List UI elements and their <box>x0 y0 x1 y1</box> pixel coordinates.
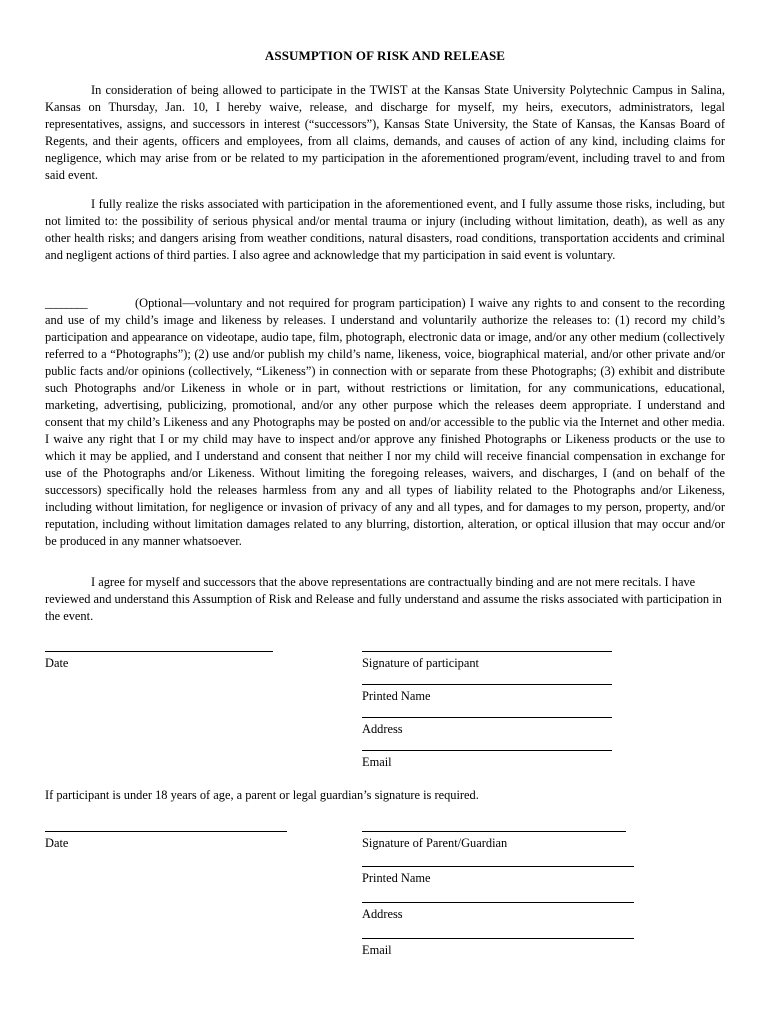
guardian-address-label: Address <box>362 907 403 921</box>
participant-signature-label: Signature of participant <box>362 656 479 670</box>
risk-paragraph: I fully realize the risks associated with participation in the aforementioned event, and I fully assume those risks, including, but not limited to: the possibility of serious physical and/or mental trauma or injury (including without limitation, death), as well as any other health risks; and dangers arising from weather conditions, natural disasters, road conditions, transportation accidents and criminal and negligent actions of third parties. I also agree and acknowledge that my participation in said event is voluntary. <box>45 197 725 262</box>
participant-address-label: Address <box>362 722 403 736</box>
participant-email-label: Email <box>362 755 392 769</box>
guardian-printed-name-label: Printed Name <box>362 871 431 885</box>
participant-address-line[interactable] <box>362 717 612 718</box>
guardian-signature-line[interactable] <box>362 831 626 832</box>
participant-email-line[interactable] <box>362 750 612 751</box>
agreement-paragraph: I agree for myself and successors that the above representations are contractually binding and are not mere recitals. I have reviewed and understand this Assumption of Risk and Release and fully understand and assume the risks associated with participation in the event. <box>45 575 722 623</box>
guardian-signature-label: Signature of Parent/Guardian <box>362 836 508 850</box>
guardian-printed-name-line[interactable] <box>362 866 634 867</box>
participant-printed-name-label: Printed Name <box>362 689 431 703</box>
minor-signature-notice: If participant is under 18 years of age, a parent or legal guardian’s signature is required. <box>45 788 479 802</box>
photo-release-text: (Optional—voluntary and not required for program participation) I waive any rights to and consent to the recording and use of my child’s image and likeness by releases. I understand and voluntarily authorize the releases to: (1) record my child’s participation and appearance on videotape, audio tape, film, photograph, electronic data or image, and/or any other medium (collectively referred to a “Photographs”); (2) use and/or publish my child’s name, likeness, voice, biographical material, and/or other private and/or public facts and/or opinions (collectively, “Likeness”) in connection with or separate from these Photographs; (3) exhibit and distribute such Photographs and/or Likeness in whole or in part, without restrictions or limitation, for any communications, educational, marketing, advertising, publicizing, promotional, and/or any other purpose which the releases deem appropriate. I understand and consent that my child’s Likeness and any Photographs may be posted on and/or accessible to the public via the Internet and other media. I waive any right that I or my child may have to inspect and/or approve any finished Photographs or Likeness products or the use to which it may be applied, and I understand and consent that neither I nor my child will receive financial compensation in exchange for use of the Photographs and/or Likeness. Without limiting the foregoing releases, waivers, and discharges, I (and on behalf of the successors) specifically hold the releases harmless from any and all types of liability related to the Photographs and/or Likeness, including without limitation, for negligence or invasion of privacy of any and all types, and for damages to my person, property, and/or reputation, including without limitation damages related to any blurring, distortion, alteration, or optical illusion that may occur and/or be produced in any manner whatsoever. <box>45 296 725 548</box>
guardian-email-label: Email <box>362 943 392 957</box>
guardian-date-label: Date <box>45 836 69 850</box>
guardian-date-line[interactable] <box>45 831 287 832</box>
document-title: ASSUMPTION OF RISK AND RELEASE <box>264 48 506 63</box>
participant-printed-name-line[interactable] <box>362 684 612 685</box>
optional-consent-initial-blank[interactable]: ________ <box>45 296 87 310</box>
photo-release-paragraph <box>45 295 725 550</box>
participant-date-line[interactable] <box>45 651 273 652</box>
consideration-paragraph: In consideration of being allowed to participate in the TWIST at the Kansas State University Polytechnic Campus in Salina, Kansas on Thursday, Jan. 10, I hereby waive, release, and discharge for myself, my heirs, executors, administrators, legal representatives, assigns, and successors in interest (“successors”), Kansas State University, the State of Kansas, the Kansas Board of Regents, and their agents, officers and employees, from all claims, demands, and causes of action of any kind, including claims for negligence, which may arise from or be related to my participation in the aforementioned program/event, including travel to and from said event. <box>45 83 725 182</box>
guardian-email-line[interactable] <box>362 938 634 939</box>
release-form-page <box>45 0 725 1024</box>
participant-date-label: Date <box>45 656 69 670</box>
participant-signature-line[interactable] <box>362 651 612 652</box>
guardian-address-line[interactable] <box>362 902 634 903</box>
